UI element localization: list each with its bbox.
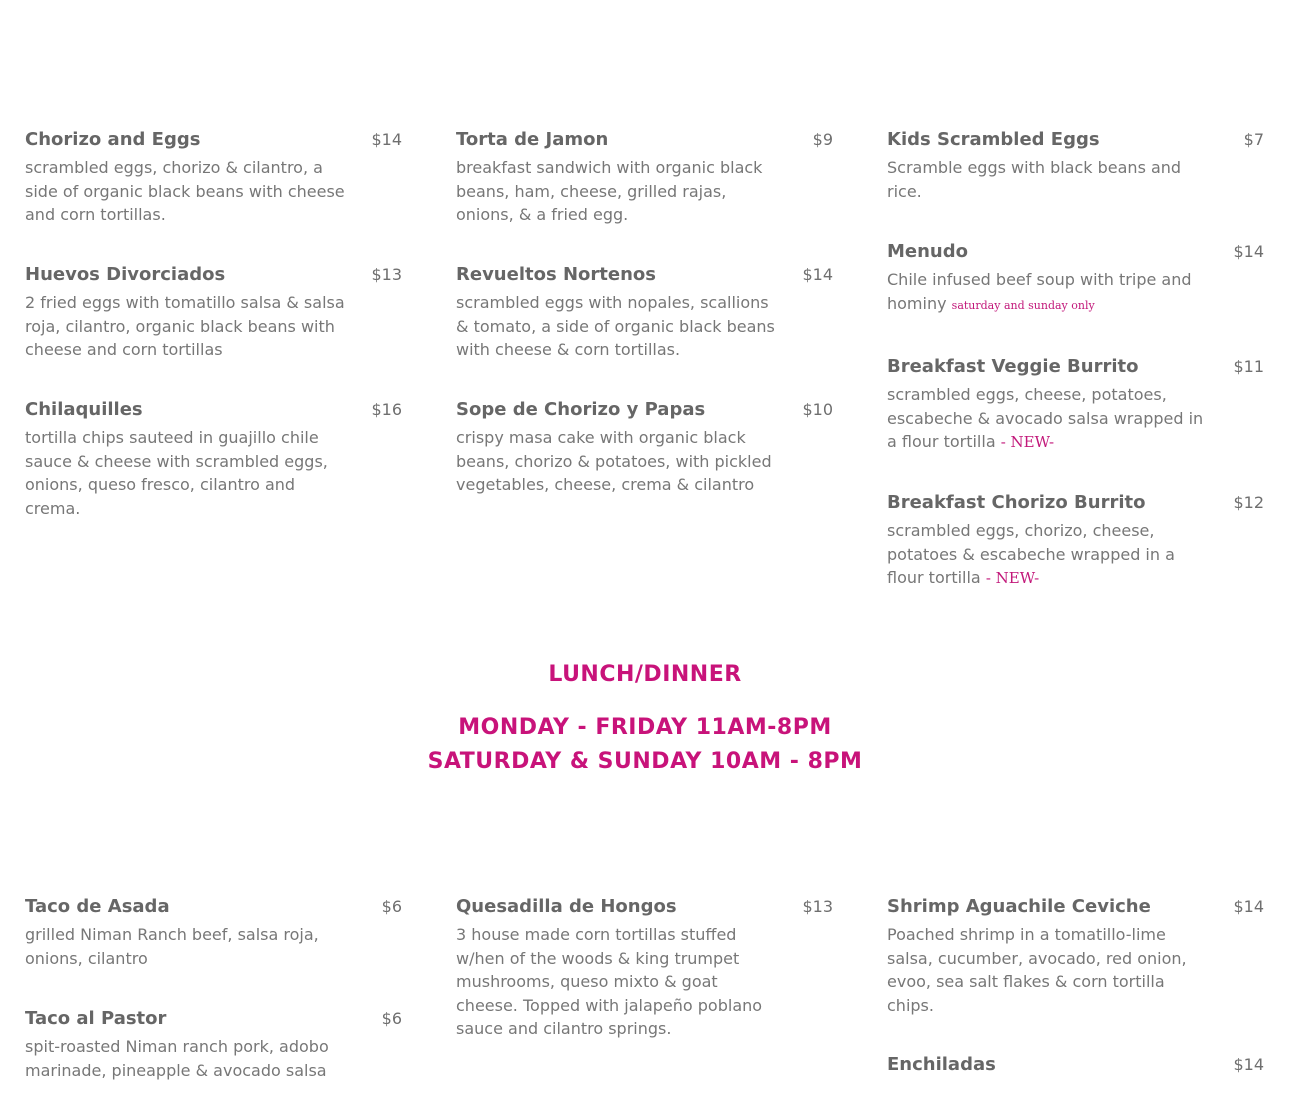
menu-item-description: 2 fried eggs with tomatillo salsa & salsa roja, cilantro, organic black beans with cheese and corn tortillas: [25, 293, 345, 359]
menu-item: [25, 1008, 402, 1120]
menu-item-description-text: scrambled eggs, chorizo, cheese, potatoes & escabeche wrapped in a flour tortilla: [887, 521, 1175, 587]
menu-item: [25, 896, 402, 1008]
menu-item-price: $6: [381, 897, 402, 916]
hours-weekend: SATURDAY & SUNDAY 10AM - 8PM: [427, 749, 863, 774]
menu-item-price: $14: [1233, 242, 1264, 261]
menu-item-name: Sope de Chorizo y Papas: [456, 399, 706, 420]
menu-column-2: [456, 896, 833, 1120]
menu-item-description: 3 house made corn tortillas stuffed w/hen of the woods & king trumpet mushrooms, queso mixto & goat cheese. Topped with jalapeño poblano sauce and cilantro springs.: [456, 925, 763, 1038]
menu-item: [887, 129, 1264, 241]
menu-item-description: Poached shrimp in a tomatillo-lime salsa, cucumber, avocado, red onion, evoo, sea salt flakes & corn tortilla chips.: [887, 925, 1187, 1015]
menu-item-price: $14: [1233, 897, 1264, 916]
menu-item-name: Revueltos Nortenos: [456, 264, 656, 285]
menu-column-1: [25, 896, 402, 1120]
menu-item: [25, 264, 402, 399]
menu-item-name: Breakfast Veggie Burrito: [887, 356, 1139, 377]
menu-item-price: $11: [1233, 357, 1264, 376]
menu-item-name: Chilaquilles: [25, 399, 143, 420]
menu-item-price: $12: [1233, 493, 1264, 512]
menu-item-name: Taco de Asada: [25, 896, 170, 917]
menu-item: [456, 264, 833, 399]
menu-item-name: Chorizo and Eggs: [25, 129, 201, 150]
weekend-only-note: saturday and sunday only: [951, 298, 1095, 312]
menu-item-description: breakfast sandwich with organic black beans, ham, cheese, grilled rajas, onions, & a fried egg.: [456, 158, 763, 224]
menu-item: [887, 356, 1264, 492]
menu-item: [456, 129, 833, 264]
menu-item-description: scrambled eggs with nopales, scallions & tomato, a side of organic black beans with cheese & corn tortillas.: [456, 293, 775, 359]
menu-item-description: Scramble eggs with black beans and rice.: [887, 158, 1182, 201]
menu-column-3: [887, 896, 1264, 1120]
menu-item-name: Shrimp Aguachile Ceviche: [887, 896, 1151, 917]
menu-item-price: $16: [371, 400, 402, 419]
menu-column-2: [456, 129, 833, 602]
menu-item: [25, 129, 402, 264]
menu-item-price: $13: [371, 265, 402, 284]
lunch-menu-section: [0, 896, 1310, 1120]
menu-item-description: grilled Niman Ranch beef, salsa roja, onions, cilantro: [25, 925, 319, 968]
lunch-dinner-heading: [0, 662, 1290, 779]
menu-item: [25, 399, 402, 534]
menu-item-price: $14: [371, 130, 402, 149]
menu-item-name: Kids Scrambled Eggs: [887, 129, 1100, 150]
menu-item-price: $9: [812, 130, 833, 149]
menu-item-description-text: scrambled eggs, cheese, potatoes, escabeche & avocado salsa wrapped in a flour tortilla: [887, 385, 1204, 451]
menu-item-price: $7: [1243, 130, 1264, 149]
menu-item: [456, 896, 833, 1076]
menu-item-description: [887, 519, 1212, 591]
hours-weekday: MONDAY - FRIDAY 11AM-8PM: [458, 715, 832, 740]
menu-item-name: Taco al Pastor: [25, 1008, 167, 1029]
menu-item: [456, 399, 833, 534]
menu-item-description: [887, 268, 1212, 317]
menu-item-name: Torta de Jamon: [456, 129, 609, 150]
new-badge: - NEW-: [1000, 433, 1055, 451]
menu-item-name: Breakfast Chorizo Burrito: [887, 492, 1146, 513]
breakfast-menu-section: [0, 129, 1310, 602]
menu-item: [887, 896, 1264, 1054]
menu-item-price: $14: [1233, 1055, 1264, 1074]
menu-item-name: Menudo: [887, 241, 968, 262]
menu-item-name: Enchiladas: [887, 1054, 996, 1075]
menu-item-description: scrambled eggs, chorizo & cilantro, a side of organic black beans with cheese and corn tortillas.: [25, 158, 345, 224]
menu-item-description-text: Chile infused beef soup with tripe and hominy: [887, 270, 1192, 313]
menu-item: [887, 241, 1264, 356]
new-badge: - NEW-: [985, 569, 1040, 587]
menu-item-name: Quesadilla de Hongos: [456, 896, 677, 917]
menu-item-description: [887, 383, 1212, 455]
menu-column-1: [25, 129, 402, 602]
menu-item-name: Huevos Divorciados: [25, 264, 226, 285]
menu-item: [887, 492, 1264, 602]
menu-item-description: spit-roasted Niman ranch pork, adobo marinade, pineapple & avocado salsa: [25, 1037, 329, 1080]
menu-item-description: tortilla chips sauteed in guajillo chile sauce & cheese with scrambled eggs, onions, queso fresco, cilantro and crema.: [25, 428, 328, 518]
menu-item-price: $14: [802, 265, 833, 284]
menu-column-3: [887, 129, 1264, 602]
menu-item-price: $6: [381, 1009, 402, 1028]
menu-item-price: $10: [802, 400, 833, 419]
menu-item: [887, 1054, 1264, 1084]
section-title: LUNCH/DINNER: [548, 662, 742, 687]
menu-item-price: $13: [802, 897, 833, 916]
menu-item-description: crispy masa cake with organic black beans, chorizo & potatoes, with pickled vegetables, cheese, crema & cilantro: [456, 428, 772, 494]
